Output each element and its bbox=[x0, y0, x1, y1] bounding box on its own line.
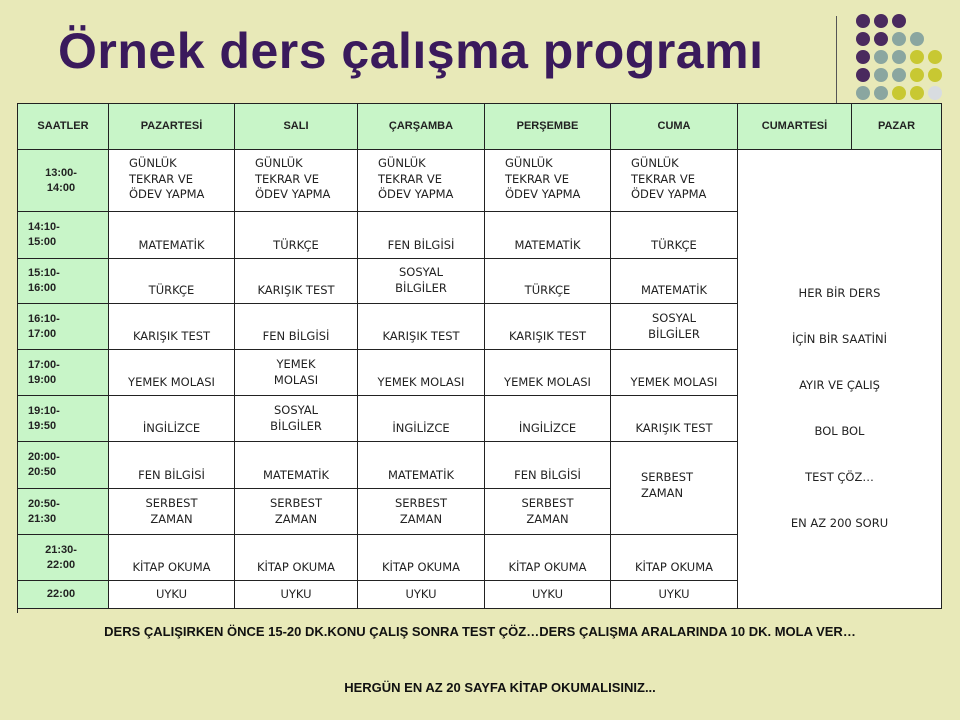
schedule-cell: MATEMATİK bbox=[611, 259, 738, 304]
time-cell: 20:00- 20:50 bbox=[18, 442, 109, 489]
header-cell-thursday: PERŞEMBE bbox=[485, 104, 611, 150]
schedule-cell: KİTAP OKUMA bbox=[485, 535, 611, 581]
footer-note-reading: HERGÜN EN AZ 20 SAYFA KİTAP OKUMALISINIZ... bbox=[344, 680, 656, 695]
schedule-cell: TÜRKÇE bbox=[109, 259, 235, 304]
time-cell: 21:30- 22:00 bbox=[18, 535, 109, 581]
time-cell: 22:00 bbox=[18, 581, 109, 609]
decor-dot bbox=[874, 50, 888, 64]
decor-dot bbox=[892, 68, 906, 82]
schedule-cell: GÜNLÜK TEKRAR VE ÖDEV YAPMA bbox=[109, 150, 235, 212]
schedule-cell: FEN BİLGİSİ bbox=[485, 442, 611, 489]
weekend-note-line: TEST ÇÖZ… bbox=[805, 470, 874, 484]
decor-dot bbox=[910, 68, 924, 82]
decor-dot bbox=[910, 50, 924, 64]
schedule-cell: GÜNLÜK TEKRAR VE ÖDEV YAPMA bbox=[358, 150, 485, 212]
schedule-cell: TÜRKÇE bbox=[611, 212, 738, 259]
schedule-cell: UYKU bbox=[611, 581, 738, 609]
header-cell-wednesday: ÇARŞAMBA bbox=[358, 104, 485, 150]
decor-dot bbox=[874, 32, 888, 46]
header-cell-hours: SAATLER bbox=[18, 104, 109, 150]
header-cell-sunday: PAZAR bbox=[852, 104, 942, 150]
decor-dot bbox=[892, 32, 906, 46]
schedule-cell: GÜNLÜK TEKRAR VE ÖDEV YAPMA bbox=[235, 150, 358, 212]
header-cell-friday: CUMA bbox=[611, 104, 738, 150]
time-cell: 17:00- 19:00 bbox=[18, 350, 109, 396]
weekend-note-line: HER BİR DERS bbox=[798, 286, 881, 300]
schedule-cell: TÜRKÇE bbox=[235, 212, 358, 259]
decor-dot bbox=[892, 50, 906, 64]
schedule-cell: KARIŞIK TEST bbox=[235, 259, 358, 304]
time-cell: 19:10- 19:50 bbox=[18, 396, 109, 442]
weekend-note-line: BOL BOL bbox=[814, 424, 865, 438]
schedule-cell: İNGİLİZCE bbox=[485, 396, 611, 442]
schedule-cell: UYKU bbox=[485, 581, 611, 609]
header-cell-tuesday: SALI bbox=[235, 104, 358, 150]
decor-dot bbox=[910, 86, 924, 100]
decor-dot bbox=[856, 86, 870, 100]
time-cell: 16:10- 17:00 bbox=[18, 304, 109, 350]
time-cell: 15:10- 16:00 bbox=[18, 259, 109, 304]
decor-dot bbox=[856, 32, 870, 46]
schedule-cell: YEMEK MOLASI bbox=[235, 350, 358, 396]
schedule-cell: SERBEST ZAMAN bbox=[485, 489, 611, 535]
header-cell-monday: PAZARTESİ bbox=[109, 104, 235, 150]
schedule-cell: SOSYAL BİLGİLER bbox=[611, 304, 738, 350]
schedule-cell: UYKU bbox=[358, 581, 485, 609]
schedule-cell: MATEMATİK bbox=[485, 212, 611, 259]
schedule-cell: KARIŞIK TEST bbox=[109, 304, 235, 350]
schedule-cell: FEN BİLGİSİ bbox=[235, 304, 358, 350]
decor-dot bbox=[856, 50, 870, 64]
schedule-cell: İNGİLİZCE bbox=[109, 396, 235, 442]
schedule-cell: KARIŞIK TEST bbox=[611, 396, 738, 442]
decor-dot bbox=[892, 14, 906, 28]
schedule-cell: MATEMATİK bbox=[235, 442, 358, 489]
schedule-cell: YEMEK MOLASI bbox=[611, 350, 738, 396]
weekend-note-line: İÇİN BİR SAATİNİ bbox=[791, 332, 888, 346]
schedule-cell: YEMEK MOLASI bbox=[485, 350, 611, 396]
footer-note-study: DERS ÇALIŞIRKEN ÖNCE 15-20 DK.KONU ÇALIŞ SONRA TEST ÇÖZ…DERS ÇALIŞMA ARALARINDA 10 DK. MOLA VER… bbox=[104, 624, 856, 639]
decor-dot bbox=[910, 32, 924, 46]
schedule-cell: SERBEST ZAMAN bbox=[109, 489, 235, 535]
schedule-cell: SOSYAL BİLGİLER bbox=[358, 259, 485, 304]
decor-dot bbox=[856, 68, 870, 82]
schedule-cell: FEN BİLGİSİ bbox=[358, 212, 485, 259]
schedule-cell: YEMEK MOLASI bbox=[358, 350, 485, 396]
schedule-cell: KİTAP OKUMA bbox=[611, 535, 738, 581]
schedule-cell: YEMEK MOLASI bbox=[109, 350, 235, 396]
decor-dot bbox=[928, 68, 942, 82]
schedule-cell: GÜNLÜK TEKRAR VE ÖDEV YAPMA bbox=[611, 150, 738, 212]
decor-dot bbox=[856, 14, 870, 28]
weekend-note-line: AYIR VE ÇALIŞ bbox=[799, 378, 880, 392]
schedule-cell: İNGİLİZCE bbox=[358, 396, 485, 442]
time-cell: 20:50- 21:30 bbox=[18, 489, 109, 535]
weekend-note-line: EN AZ 200 SORU bbox=[790, 516, 889, 530]
schedule-cell: MATEMATİK bbox=[109, 212, 235, 259]
schedule-cell-free-time: SERBEST ZAMAN bbox=[611, 442, 738, 535]
schedule-cell: MATEMATİK bbox=[358, 442, 485, 489]
decor-dot bbox=[874, 86, 888, 100]
page-title: Örnek ders çalışma programı bbox=[58, 23, 764, 79]
schedule-cell: UYKU bbox=[109, 581, 235, 609]
schedule-cell: FEN BİLGİSİ bbox=[109, 442, 235, 489]
schedule-cell: SERBEST ZAMAN bbox=[235, 489, 358, 535]
decor-dot bbox=[892, 86, 906, 100]
decor-dot bbox=[874, 68, 888, 82]
schedule-cell: KİTAP OKUMA bbox=[235, 535, 358, 581]
schedule-cell: KİTAP OKUMA bbox=[109, 535, 235, 581]
schedule-cell: KARIŞIK TEST bbox=[358, 304, 485, 350]
schedule-cell: KİTAP OKUMA bbox=[358, 535, 485, 581]
schedule-cell: KARIŞIK TEST bbox=[485, 304, 611, 350]
decor-dot bbox=[928, 86, 942, 100]
time-cell: 14:10- 15:00 bbox=[18, 212, 109, 259]
schedule-cell: SOSYAL BİLGİLER bbox=[235, 396, 358, 442]
schedule-table bbox=[17, 103, 942, 613]
schedule-cell: SERBEST ZAMAN bbox=[358, 489, 485, 535]
header-cell-saturday: CUMARTESİ bbox=[738, 104, 852, 150]
schedule-cell: TÜRKÇE bbox=[485, 259, 611, 304]
weekend-note-cell bbox=[738, 150, 942, 609]
schedule-cell: GÜNLÜK TEKRAR VE ÖDEV YAPMA bbox=[485, 150, 611, 212]
decor-dot bbox=[874, 14, 888, 28]
time-cell: 13:00- 14:00 bbox=[18, 150, 109, 212]
schedule-cell: UYKU bbox=[235, 581, 358, 609]
decor-dot bbox=[928, 50, 942, 64]
